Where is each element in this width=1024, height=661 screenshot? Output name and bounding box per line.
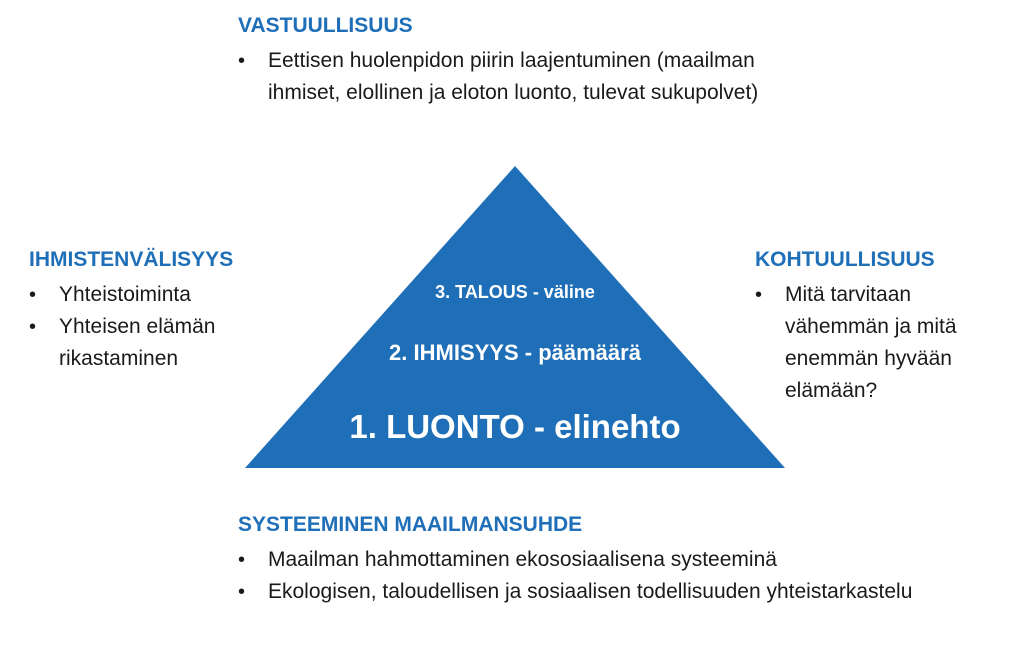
section-heading: SYSTEEMINEN MAAILMANSUHDE bbox=[238, 513, 583, 536]
section-ihmistenvalisyys bbox=[29, 247, 259, 375]
section-kohtuullisuus bbox=[755, 247, 995, 407]
bullet-list bbox=[755, 279, 995, 407]
section-heading: KOHTUULLISUUS bbox=[755, 248, 935, 271]
bullet-item: • Maailman hahmottaminen ekososiaalisena systeeminä bbox=[238, 544, 938, 576]
bullet-item: • Eettisen huolenpidon piirin laajentuminen (maailman ihmiset, elollinen ja eloton luonto, tulevat sukupolvet) bbox=[238, 45, 798, 109]
bullet-item: • Ekologisen, taloudellisen ja sosiaalisen todellisuuden yhteistarkastelu bbox=[238, 576, 938, 608]
section-systeeminen-maailmansuhde bbox=[238, 512, 938, 608]
section-vastuullisuus bbox=[238, 13, 798, 109]
section-heading: IHMISTENVÄLISYYS bbox=[29, 248, 234, 271]
bullet-item: • Yhteistoiminta bbox=[29, 279, 259, 311]
tier-talous: 3. TALOUS - väline bbox=[435, 282, 595, 302]
bullet-item: • Yhteisen elämän rikastaminen bbox=[29, 311, 259, 375]
pyramid-diagram bbox=[245, 166, 785, 468]
bullet-list bbox=[238, 45, 798, 109]
bullet-list bbox=[238, 544, 938, 608]
bullet-item: • Mitä tarvitaan vähemmän ja mitä enemmän hyvään elämään? bbox=[755, 279, 995, 407]
bullet-list bbox=[29, 279, 259, 375]
tier-ihmisyys: 2. IHMISYYS - päämäärä bbox=[389, 340, 641, 365]
section-heading: VASTUULLISUUS bbox=[238, 14, 413, 37]
tier-luonto: 1. LUONTO - elinehto bbox=[349, 408, 681, 445]
